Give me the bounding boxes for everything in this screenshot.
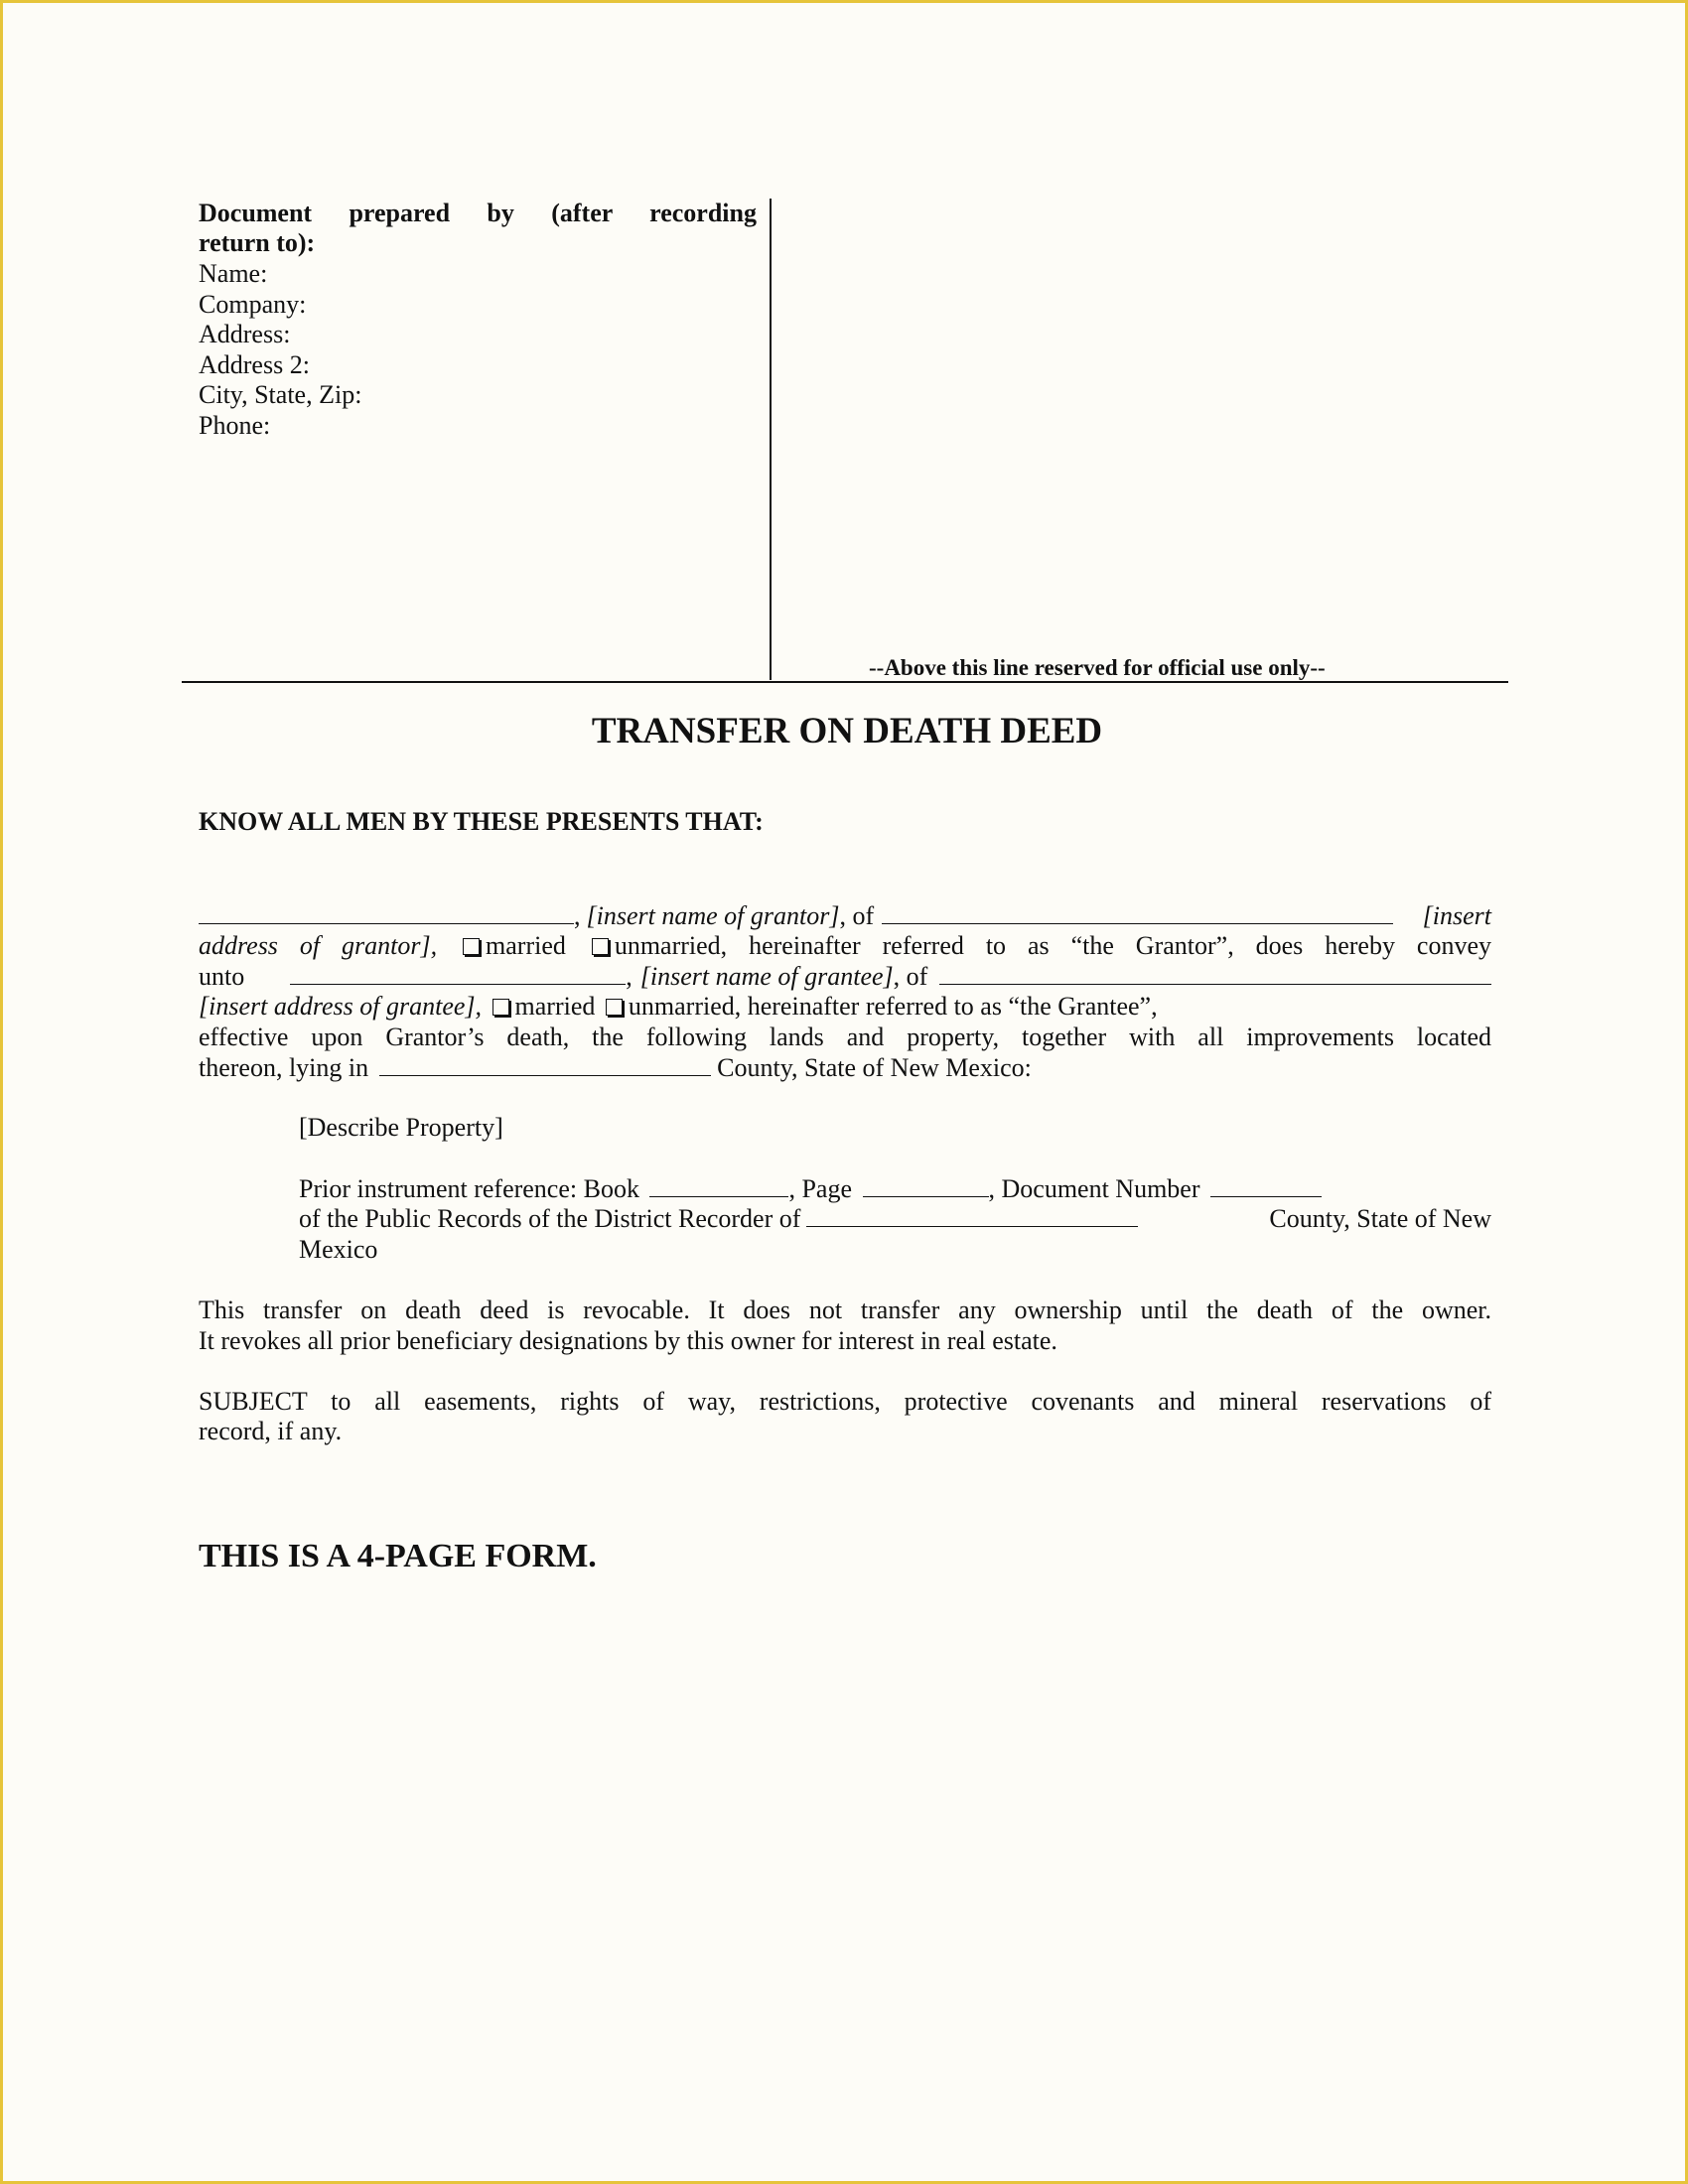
- grantee-line-1: unto , [insert name of grantee] , of: [199, 962, 1491, 993]
- grantor-name-blank[interactable]: [199, 901, 574, 924]
- four-page-notice: THIS IS A 4-PAGE FORM.: [199, 1538, 597, 1574]
- grantee-unmarried-checkbox[interactable]: [606, 999, 623, 1016]
- county-state-new-text: County, State of New: [1269, 1204, 1491, 1233]
- grantee-address-blank[interactable]: [939, 962, 1491, 985]
- prior-reference-line-3: Mexico: [299, 1235, 378, 1264]
- field-address-label: Address:: [199, 320, 291, 348]
- prepared-by-heading-cont: return to):: [199, 228, 316, 257]
- subject-line-2: record, if any.: [199, 1417, 343, 1445]
- book-blank[interactable]: [649, 1174, 788, 1197]
- lying-in-text: thereon, lying in: [199, 1053, 369, 1082]
- subject-line-1: SUBJECT to all easements, rights of way, restrictions, protective covenants and mineral reservations of: [199, 1387, 1491, 1416]
- grantor-unmarried-text: unmarried, hereinafter referred to as “the Grantor”, does hereby convey: [614, 931, 1491, 960]
- grantor-married-checkbox[interactable]: [463, 938, 480, 955]
- field-address2-label: Address 2:: [199, 350, 310, 379]
- page-label: , Page: [788, 1174, 852, 1203]
- grantee-of: , of: [893, 962, 928, 991]
- field-company-label: Company:: [199, 290, 307, 319]
- describe-property: [Describe Property]: [299, 1113, 503, 1142]
- grantor-of: , of: [839, 901, 875, 930]
- district-county-blank[interactable]: [806, 1204, 1138, 1227]
- grantor-line-2: [199, 931, 1491, 962]
- grantor-unmarried-checkbox[interactable]: [592, 938, 609, 955]
- field-city-state-zip-label: City, State, Zip:: [199, 380, 362, 409]
- header-horizontal-rule: [182, 681, 1508, 683]
- grantee-unmarried-text: unmarried, hereinafter referred to as “the Grantee”,: [628, 992, 1158, 1021]
- prior-reference-line-1: [299, 1174, 1322, 1205]
- prior-reference-label: Prior instrument reference: Book: [299, 1174, 639, 1203]
- header-vertical-divider: [770, 199, 772, 680]
- prior-reference-line-2: [299, 1204, 1491, 1235]
- revocable-line-2: It revokes all prior beneficiary designations by this owner for interest in real estate.: [199, 1326, 1057, 1355]
- grantee-married-checkbox[interactable]: [492, 999, 509, 1016]
- county-blank[interactable]: [379, 1053, 711, 1076]
- document-title: TRANSFER ON DEATH DEED: [591, 711, 1103, 751]
- official-use-note: --Above this line reserved for official use only--: [869, 655, 1326, 680]
- grantor-name-hint: [insert name of grantor]: [586, 901, 840, 930]
- revocable-line-1: This transfer on death deed is revocable. It does not transfer any ownership until the death of the owner.: [199, 1296, 1491, 1324]
- lying-in-line: [199, 1053, 1032, 1084]
- intro-heading: KNOW ALL MEN BY THESE PRESENTS THAT:: [199, 807, 764, 836]
- public-records-text: of the Public Records of the District Recorder of: [299, 1204, 801, 1233]
- grantee-name-hint: [insert name of grantee]: [639, 962, 894, 991]
- grantor-line-1: , [insert name of grantor] , of [insert: [199, 901, 1491, 932]
- effective-line: effective upon Grantor’s death, the following lands and property, together with all improvements located: [199, 1023, 1491, 1051]
- prepared-by-heading: Document prepared by (after recording: [199, 199, 757, 227]
- county-state-text: County, State of New Mexico:: [717, 1053, 1032, 1082]
- grantee-name-blank[interactable]: [290, 962, 626, 985]
- grantee-address-hint: [insert address of grantee],: [199, 992, 483, 1021]
- grantor-married-label: married: [486, 931, 566, 960]
- document-number-blank[interactable]: [1210, 1174, 1322, 1197]
- document-number-label: , Document Number: [988, 1174, 1200, 1203]
- grantor-address-hint-start: [insert: [1422, 901, 1491, 930]
- grantor-address-hint-end: address of grantor],: [199, 931, 438, 960]
- unto-text: unto: [199, 962, 245, 991]
- page-blank[interactable]: [863, 1174, 989, 1197]
- field-phone-label: Phone:: [199, 411, 271, 440]
- grantee-married-label: married: [514, 992, 596, 1021]
- field-name-label: Name:: [199, 259, 268, 288]
- grantor-address-blank[interactable]: [882, 901, 1393, 924]
- grantee-line-2: [199, 992, 1390, 1023]
